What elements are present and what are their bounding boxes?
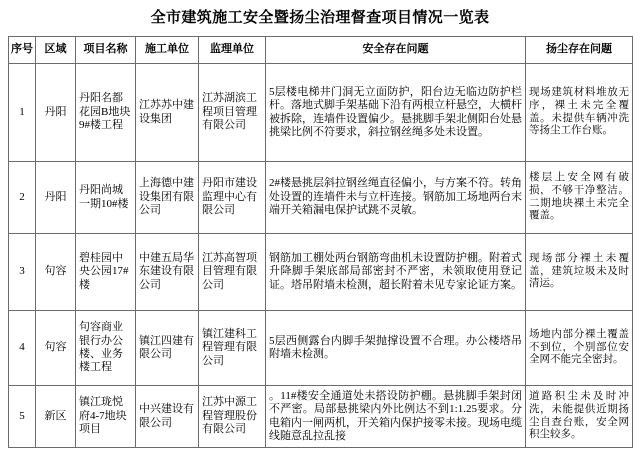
- cell-builder: 中兴建设有限公司: [136, 386, 199, 448]
- cell-supervisor: 江苏湖滨工程项目管理有限公司: [199, 64, 266, 162]
- column-header-area: 区域: [36, 37, 76, 64]
- cell-safety: 5层楼电梯井门洞无立面防护，阳台边无临边防护栏杆。落地式脚手架基础下沿有两根立杆悬空，大横杆被拆除，连墙件设置偏少。悬挑脚手架北侧阳台处悬挑梁比例不符要求，斜拉钢丝绳多处未设置。: [266, 64, 526, 162]
- table-row: [9, 234, 633, 311]
- cell-builder: 镇江四建有限公司: [136, 311, 199, 386]
- table-body: [9, 64, 633, 448]
- cell-project: 句容商业银行办公楼、业务楼工程: [76, 311, 136, 386]
- cell-builder: 中建五局华东建设有限公司: [136, 234, 199, 311]
- cell-project: 碧桂园中央公园17#楼: [76, 234, 136, 311]
- table-row: [9, 64, 633, 162]
- cell-supervisor: 江苏高智项目管理有限公司: [199, 234, 266, 311]
- cell-builder: 江苏苏中建设集团: [136, 64, 199, 162]
- cell-dust: 楼层上安全网有破损，不够干净整洁。二期地块裸土未完全覆盖。: [526, 162, 633, 234]
- cell-project: 镇江珑悦府4-7地块项目: [76, 386, 136, 448]
- table-container: [0, 36, 640, 448]
- cell-safety: 5层西侧露台内脚手架抛撑设置不合理。办公楼塔吊附墙未检测。: [266, 311, 526, 386]
- table-header: [9, 37, 633, 64]
- column-header-no: 序号: [9, 37, 36, 64]
- cell-builder: 上海德中建设集团有限公司: [136, 162, 199, 234]
- cell-no: 1: [9, 64, 36, 162]
- cell-no: 4: [9, 311, 36, 386]
- cell-no: 3: [9, 234, 36, 311]
- inspection-table: [8, 36, 633, 448]
- cell-no: 5: [9, 386, 36, 448]
- cell-area: 句容: [36, 311, 76, 386]
- column-header-builder: 施工单位: [136, 37, 199, 64]
- column-header-project: 项目名称: [76, 37, 136, 64]
- cell-supervisor: 镇江建科工程管理有限公司: [199, 311, 266, 386]
- cell-dust: 现场部分裸土未覆盖，建筑垃圾未及时清运。: [526, 234, 633, 311]
- header-row: [9, 37, 633, 64]
- cell-project: 丹阳尚城一期10#楼: [76, 162, 136, 234]
- table-row: [9, 162, 633, 234]
- cell-supervisor: 丹阳市建设监理中心有限公司: [199, 162, 266, 234]
- cell-supervisor: 江苏中源工程管理股份有限公司: [199, 386, 266, 448]
- cell-safety: 钢筋加工棚处两台钢筋弯曲机未设置防护棚。附着式升降脚手架底部局部密封不严密，未领取使用登记证。塔吊附墙未检测，超长附着未见专家论证方案。: [266, 234, 526, 311]
- cell-no: 2: [9, 162, 36, 234]
- cell-safety: 。11#楼安全通道处未搭设防护棚。悬挑脚手架封闭不严密。局部悬挑梁内外比例达不到1:1.25要求。分电箱内一闸两机，开关箱内保护接零未接。现场电缆线随意乱拉乱接: [266, 386, 526, 448]
- cell-project: 丹阳名都花园B地块9#楼工程: [76, 64, 136, 162]
- cell-dust: 道路积尘未及时冲洗，未能提供近期扬尘自查台账，安全网积尘较多。: [526, 386, 633, 448]
- cell-dust: 场地内部分裸土覆盖不到位，个别部位安全网不能完全密封。: [526, 311, 633, 386]
- table-row: [9, 311, 633, 386]
- column-header-supervisor: 监理单位: [199, 37, 266, 64]
- cell-area: 新区: [36, 386, 76, 448]
- cell-safety: 2#楼悬挑层斜拉钢丝绳直径偏小，与方案不符。转角处设置的连墙件未与立杆连接。钢筋加工场地两台末端开关箱漏电保护试跳不灵敏。: [266, 162, 526, 234]
- column-header-dust: 扬尘存在问题: [526, 37, 633, 64]
- page-title: 全市建筑施工安全暨扬尘治理督查项目情况一览表: [150, 10, 490, 26]
- column-header-safety: 安全存在问题: [266, 37, 526, 64]
- table-row: [9, 386, 633, 448]
- cell-area: 句容: [36, 234, 76, 311]
- cell-area: 丹阳: [36, 64, 76, 162]
- cell-dust: 现场建筑材料堆放无序，裸土未完全覆盖。未提供车辆冲洗等扬尘工作台账。: [526, 64, 633, 162]
- cell-area: 丹阳: [36, 162, 76, 234]
